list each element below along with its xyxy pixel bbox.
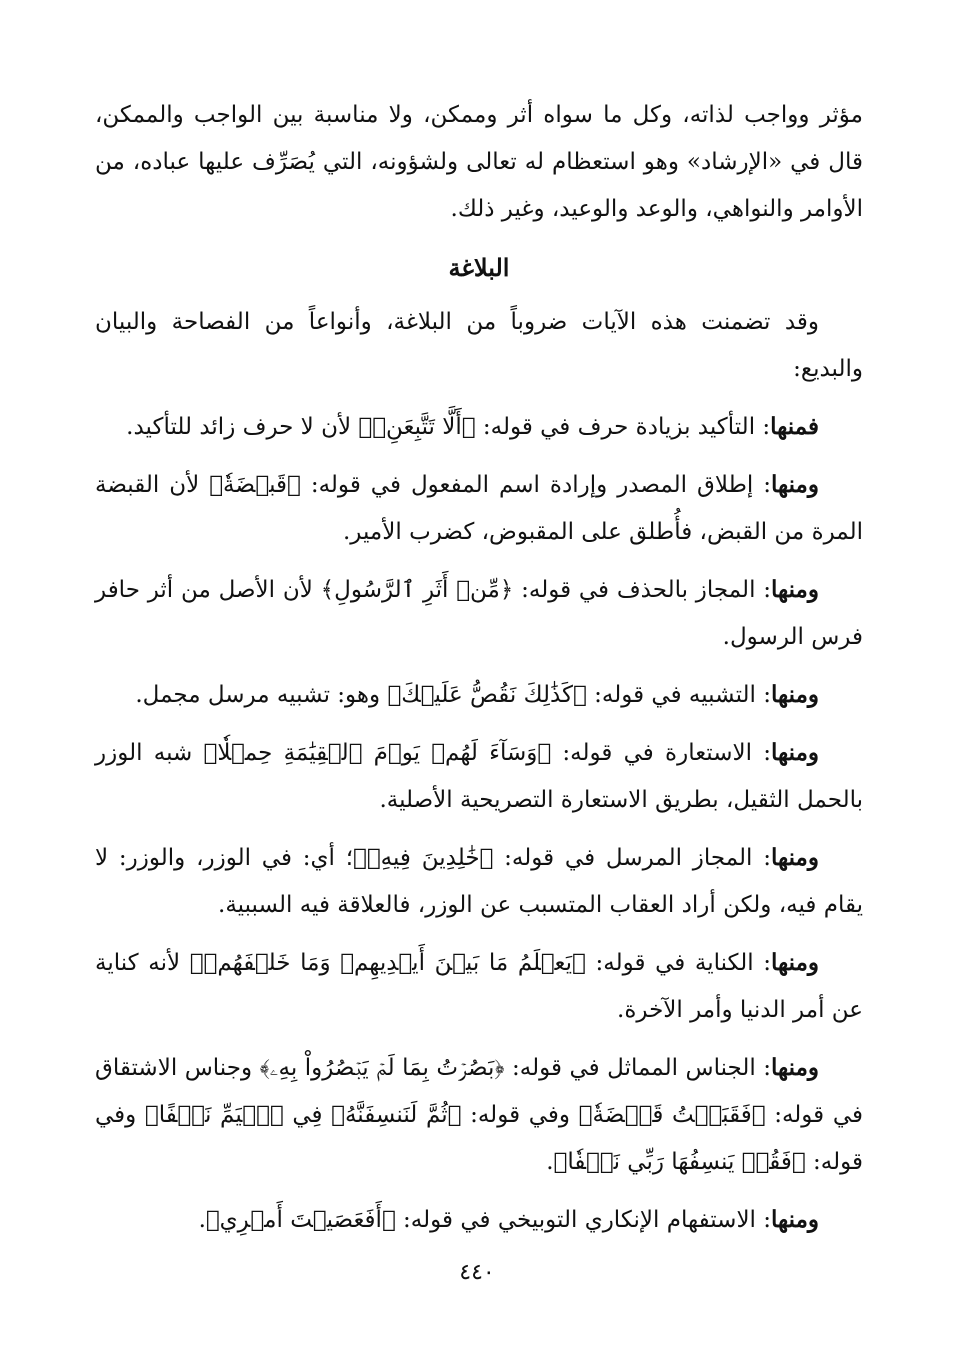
item-label: ومنها	[771, 576, 819, 603]
item-text: : الجناس المماثل في قوله:	[504, 1055, 772, 1081]
section-heading: البلاغة	[448, 253, 510, 282]
item-label: فمنها	[770, 413, 819, 440]
rhetoric-item	[95, 403, 863, 451]
rhetoric-item	[95, 1044, 863, 1186]
item-label: ومنها	[771, 949, 819, 976]
item-text: : الاستفهام الإنكاري التوبيخي في قوله:	[395, 1207, 772, 1233]
page-body	[95, 92, 863, 1322]
quran-quote: ﴿خَٰلِدِينَ فِيهِۖ﴾	[353, 845, 494, 871]
item-text: شبه الوزر بالحمل الثقيل، بطريق الاستعارة التصريحية الأصلية.	[95, 740, 863, 813]
quran-quote: ﴿أَلَّا تَتَّبِعَنِۖ﴾	[358, 414, 476, 440]
item-label: ومنها	[771, 1206, 819, 1233]
item-text: .	[198, 1207, 206, 1233]
opening-paragraph: وقد تضمنت هذه الآيات ضروباً من البلاغة، وأنواعاً من الفصاحة والبيان والبديع:	[95, 309, 863, 382]
item-label: ومنها	[771, 471, 819, 498]
item-text: لأن لا حرف زائد للتأكيد.	[126, 414, 359, 440]
rhetoric-item	[95, 939, 863, 1034]
item-text: ؛ أي: في الوزر، والوزر: لا يقام فيه، ولكن أراد العقاب المتسبب عن الوزر، فالعلاقة فيه السببية.	[95, 845, 863, 918]
item-label: ومنها	[771, 1054, 819, 1081]
intro-paragraph: مؤثر وواجب لذاته، وكل ما سواه أثر وممكن، ولا مناسبة بين الواجب والممكن، قال في «الإرشاد» وهو استعظام له تعالى ولشؤونه، التي يُصَرِّف عليها عباده، من الأوامر والنواهي، والوعد والوعيد، وغير ذلك.	[95, 102, 863, 222]
rhetoric-item	[95, 1196, 863, 1244]
item-label: ومنها	[771, 844, 819, 871]
item-text: : التشبيه في قوله:	[586, 682, 772, 708]
quran-quote: ﴿كَذَٰلِكَ نَقُصُّ عَلَيۡكَ﴾	[387, 682, 587, 708]
rhetoric-item	[95, 729, 863, 824]
item-text: وجناس الاشتقاق في قوله: ﴿فَقَبَضۡتُ قَبۡضَةٗ﴾ وفي قوله: ﴿ثُمَّ لَنَنسِفَنَّهُۥ فِي ٱلۡيَمِّ نَسۡفًا﴾ وفي قوله: ﴿فَقُلۡ يَنسِفُهَا رَبِّي نَسۡفٗا﴾.	[95, 1055, 863, 1175]
item-text: : التأكيد بزيادة حرف في قوله:	[475, 414, 771, 440]
item-text: : الكناية في قوله:	[585, 950, 772, 976]
quran-quote: ﴿مِّنۡ أَثَرِ ٱلرَّسُولِ﴾	[320, 577, 514, 603]
page-number: ٤٤٠	[459, 1260, 495, 1285]
item-text: لأن القبضة المرة من القبض، فأُطلق على المقبوض، كضرب الأمير.	[95, 472, 863, 545]
item-text: وهو: تشبيه مرسل مجمل.	[135, 682, 388, 708]
item-text: : الاستعارة في قوله:	[551, 740, 772, 766]
rhetoric-item	[95, 566, 863, 661]
quran-quote: ﴿يَعۡلَمُ مَا بَيۡنَ أَيۡدِيهِمۡ وَمَا خَلۡفَهُمۡ﴾	[189, 950, 586, 976]
item-text: لأنه كناية عن أمر الدنيا وأمر الآخرة.	[95, 950, 863, 1023]
quran-quote: ﴿بَصُرۡتُ بِمَا لَمۡ يَبۡصُرُواْ بِهِۦ﴾	[259, 1055, 505, 1081]
quran-quote: ﴿وَسَآءَ لَهُمۡ يَوۡمَ ٱلۡقِيَٰمَةِ حِمۡلٗا﴾	[203, 740, 552, 766]
item-label: ومنها	[771, 681, 819, 708]
item-text: : المجاز بالحذف في قوله:	[513, 577, 771, 603]
rhetoric-item	[95, 461, 863, 556]
item-label: ومنها	[771, 739, 819, 766]
item-text: لأن الأصل من أثر حافر فرس الرسول.	[95, 577, 863, 650]
rhetoric-item	[95, 671, 863, 719]
quran-quote: ﴿قَبۡضَةٗ﴾	[209, 472, 301, 498]
quran-quote: ﴿أَفَعَصَيۡتَ أَمۡرِي﴾	[205, 1207, 396, 1233]
rhetoric-item	[95, 834, 863, 929]
item-text: : إطلاق المصدر وإرادة اسم المفعول في قوله:	[300, 472, 771, 498]
item-text: : المجاز المرسل في قوله:	[493, 845, 771, 871]
